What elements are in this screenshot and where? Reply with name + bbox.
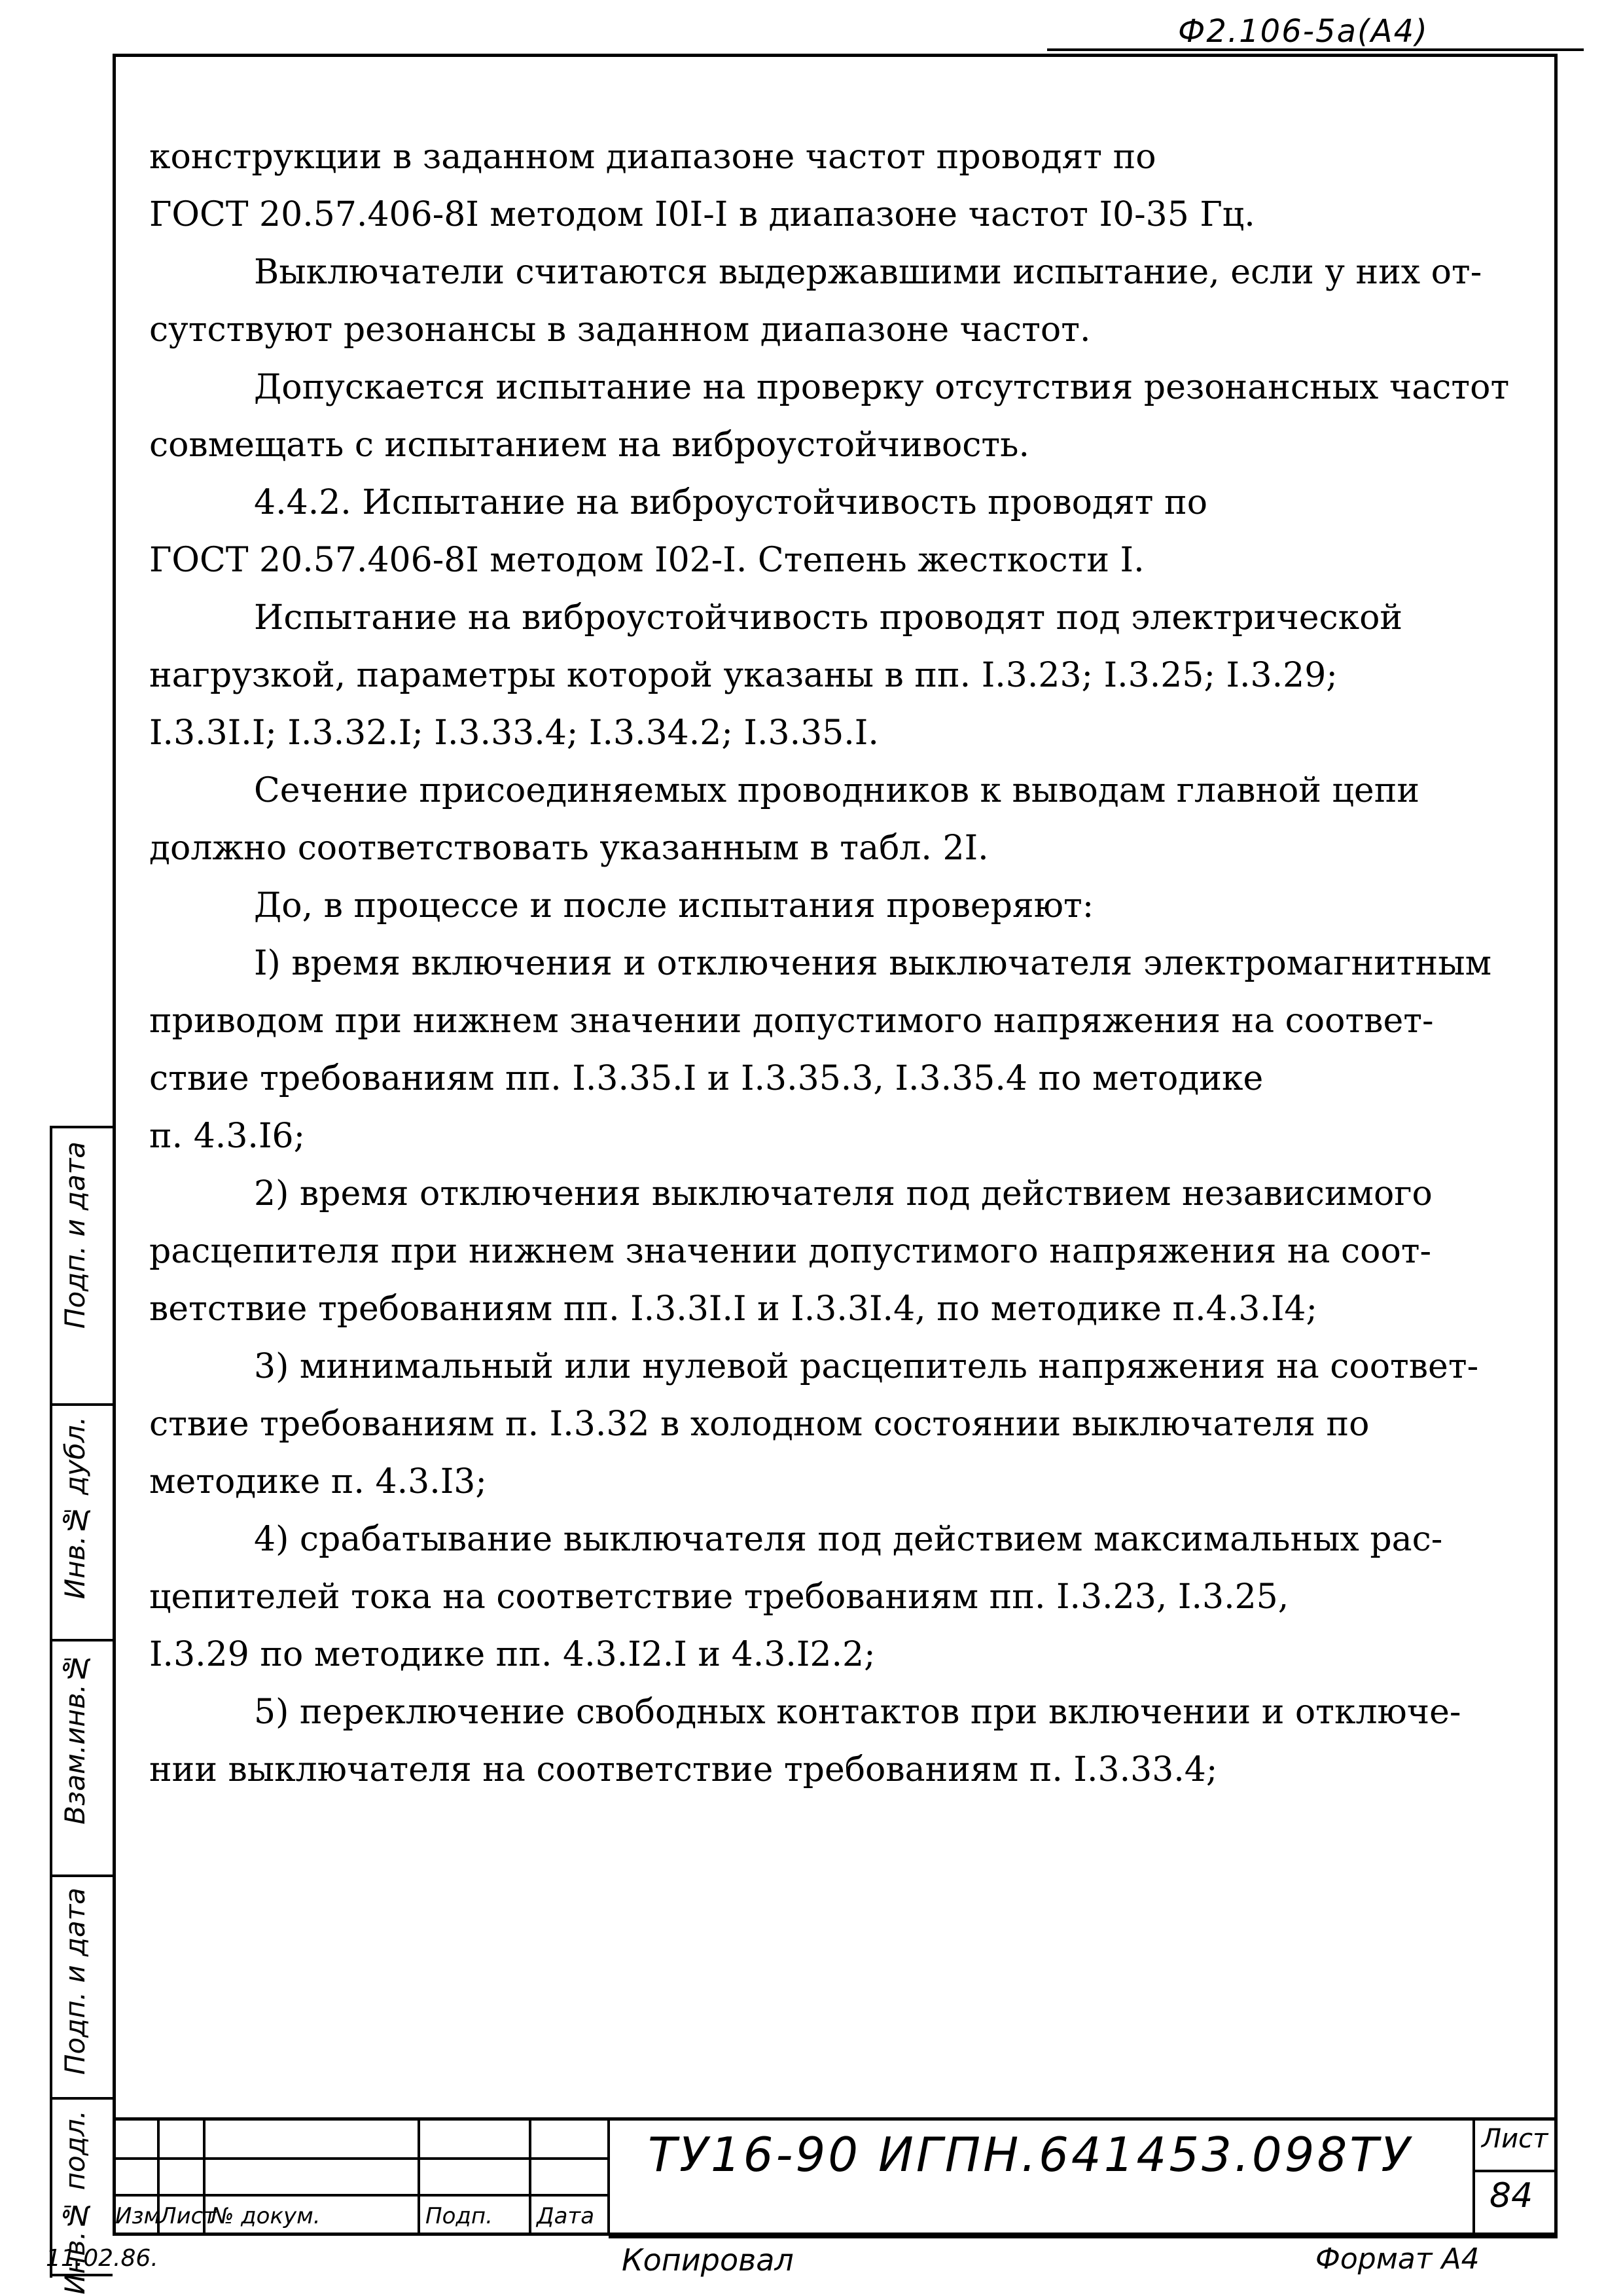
text-line: Сечение присоединяемых проводников к выводам главной цепи	[254, 771, 1420, 810]
text-line: Выключатели считаются выдержавшими испытание, если у них от-	[254, 253, 1482, 292]
side-label: Инв.№ дубл.	[59, 1416, 91, 1600]
text-line: конструкции в заданном диапазоне частот проводят по	[149, 137, 1156, 177]
text-line: Испытание на виброустойчивость проводят под электрической	[254, 598, 1403, 637]
side-label: Подп. и дата	[59, 1888, 91, 2075]
side-label: Взам.инв.№	[59, 1652, 91, 1825]
header-doc-number: № докум.	[211, 2203, 321, 2229]
side-margin-table	[50, 1126, 113, 2295]
grid-line	[113, 2157, 610, 2160]
text-line: методике п. 4.3.I3;	[149, 1462, 487, 1501]
text-line: I) время включения и отключения выключателя электромагнитным	[254, 944, 1492, 983]
side-label: Подп. и дата	[59, 1141, 91, 1329]
header-change: Изм	[115, 2203, 161, 2229]
text-line: I.3.29 по методике пп. 4.3.I2.I и 4.3.I2.2;	[149, 1635, 876, 1674]
header-sheet: Лист	[160, 2203, 217, 2229]
text-line: совмещать с испытанием на виброустойчивость.	[149, 425, 1030, 465]
grid-line	[418, 2121, 420, 2236]
header-date: Дата	[537, 2203, 595, 2229]
format-label: Формат А4	[1315, 2242, 1480, 2276]
revision-grid	[113, 2121, 610, 2236]
text-line: ветствие требованиям пп. I.3.3I.I и I.3.3I.4, по методике п.4.3.I4;	[149, 1289, 1318, 1329]
form-code: Ф2.106-5а(А4)	[1178, 13, 1429, 50]
text-line: 4.4.2. Испытание на виброустойчивость проводят по	[254, 483, 1208, 522]
text-line: ГОСТ 20.57.406-8I методом I0I-I в диапазоне частот I0-35 Гц.	[149, 195, 1255, 234]
sheet-label: Лист	[1482, 2124, 1548, 2154]
text-line: I.3.3I.I; I.3.32.I; I.3.33.4; I.3.34.2; I.3.35.I.	[149, 713, 879, 753]
text-line: расцепителя при нижнем значении допустимого напряжения на соот-	[149, 1232, 1432, 1271]
text-line: 5) переключение свободных контактов при включении и отключе-	[254, 1693, 1461, 1732]
header-signature: Подп.	[425, 2203, 493, 2229]
text-line: приводом при нижнем значении допустимого напряжения на соответ-	[149, 1001, 1434, 1041]
text-line: сутствуют резонансы в заданном диапазоне частот.	[149, 310, 1091, 350]
document-designation: ТУ16-90 ИГПН.641453.098ТУ	[648, 2127, 1413, 2182]
text-line: 2) время отключения выключателя под действием независимого	[254, 1174, 1433, 1213]
text-line: нагрузкой, параметры которой указаны в пп. I.3.23; I.3.25; I.3.29;	[149, 656, 1338, 695]
sheet-number-box	[1472, 2117, 1558, 2236]
text-line: цепителей тока на соответствие требованиям пп. I.3.23, I.3.25,	[149, 1577, 1289, 1617]
sheet-divider	[1475, 2170, 1558, 2172]
text-line: ГОСТ 20.57.406-8I методом I02-I. Степень жесткости I.	[149, 541, 1145, 580]
text-line: ствие требованиям п. I.3.32 в холодном состоянии выключателя по	[149, 1405, 1370, 1444]
text-line: нии выключателя на соответствие требованиям п. I.3.33.4;	[149, 1750, 1218, 1789]
text-line: 3) минимальный или нулевой расцепитель напряжения на соответ-	[254, 1347, 1479, 1386]
grid-line	[113, 2194, 610, 2197]
side-label: Инв.№ подл.	[59, 2110, 91, 2295]
side-cell	[52, 1639, 113, 1877]
handwritten-date: 11.02.86.	[46, 2245, 158, 2272]
text-line: 4) срабатывание выключателя под действием максимальных рас-	[254, 1520, 1443, 1559]
text-line: Допускается испытание на проверку отсутствия резонансных частот	[254, 368, 1510, 407]
side-cell	[52, 1403, 113, 1641]
sheet-number: 84	[1489, 2176, 1533, 2215]
text-line: п. 4.3.I6;	[149, 1117, 306, 1156]
side-cell	[52, 1128, 113, 1406]
text-line: должно соответствовать указанным в табл. 2I.	[149, 829, 989, 868]
side-cell	[52, 1874, 113, 2100]
copied-by-label: Копировал	[622, 2242, 794, 2278]
grid-line	[607, 2121, 610, 2236]
text-line: До, в процессе и после испытания проверяют:	[254, 886, 1094, 925]
bottom-rule	[609, 2236, 1558, 2238]
grid-line	[529, 2121, 531, 2236]
text-line: ствие требованиям пп. I.3.35.I и I.3.35.3, I.3.35.4 по методике	[149, 1059, 1264, 1098]
